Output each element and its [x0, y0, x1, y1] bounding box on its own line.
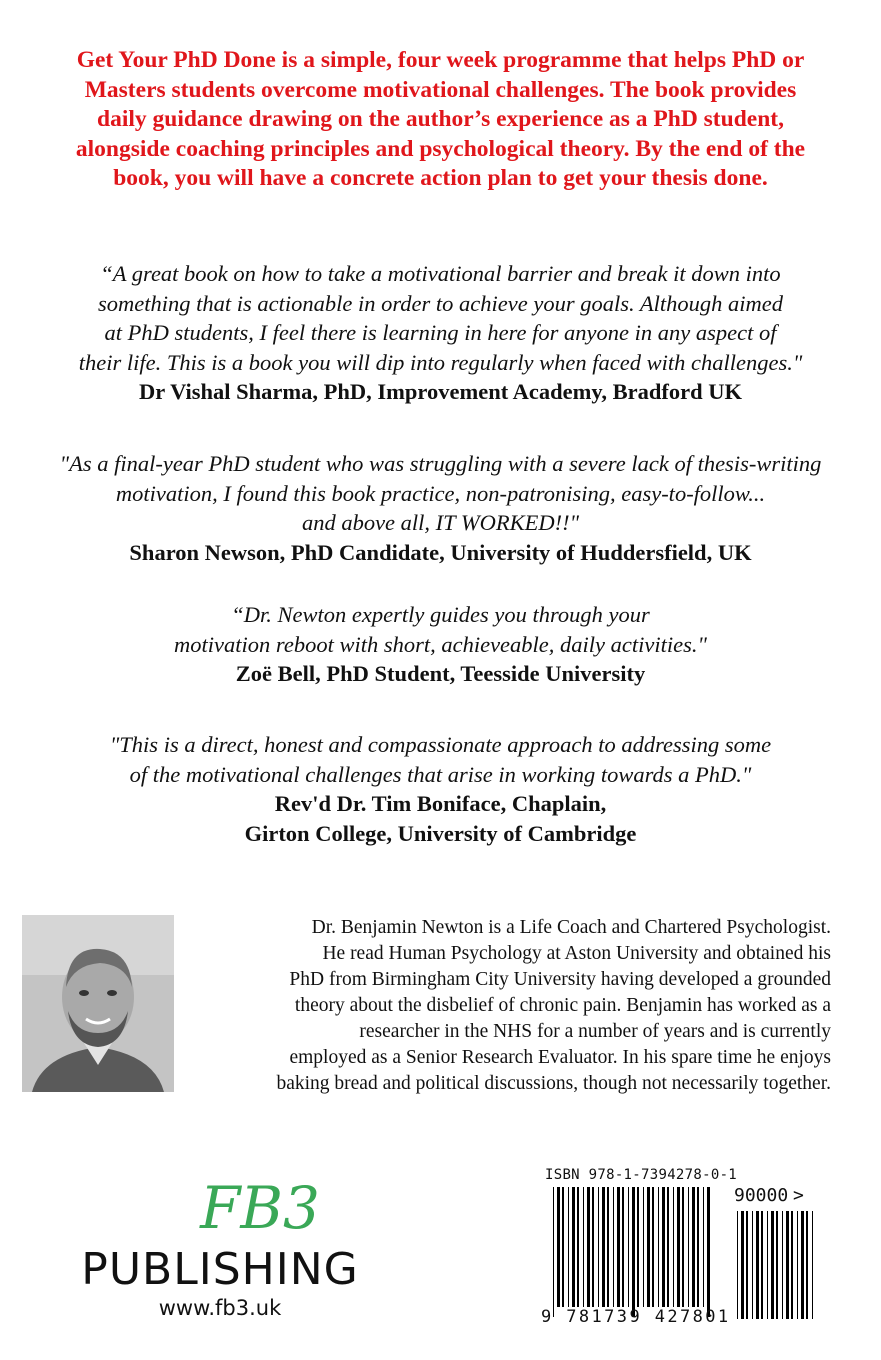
barcode-bar [647, 1187, 650, 1307]
barcode-bar [662, 1187, 665, 1307]
blurb-line: Get Your PhD Done is a simple, four week programme that helps PhD or [76, 47, 805, 73]
barcode-bar [786, 1211, 789, 1319]
bio-line: PhD from Birmingham City University having developed a grounded [289, 969, 831, 990]
author-photo [22, 915, 174, 1092]
publisher-logo [60, 1174, 380, 1328]
testimonial-boniface [10, 730, 871, 848]
barcode-bar [607, 1187, 609, 1307]
blurb-line: daily guidance drawing on the author’s experience as a PhD student, [97, 106, 784, 132]
barcode-bar [771, 1211, 774, 1319]
barcode-bar [697, 1187, 699, 1307]
barcode-bar [673, 1187, 674, 1307]
testimonial-bell [10, 600, 871, 689]
barcode-bar [797, 1211, 798, 1319]
barcode-bar [568, 1187, 569, 1307]
quote-line: and above all, IT WORKED!!" [301, 510, 580, 535]
barcode-bar [602, 1187, 605, 1307]
barcode-bar [667, 1187, 669, 1307]
barcode-digits: 9 781739 427801 [541, 1307, 731, 1327]
barcode-bar [617, 1187, 620, 1307]
barcode-bar [592, 1187, 594, 1307]
barcode-bar [767, 1211, 768, 1319]
quote-attribution: Rev'd Dr. Tim Boniface, Chaplain, [274, 791, 607, 816]
quote-line: “Dr. Newton expertly guides you through your [231, 602, 650, 627]
fb3-logo-mark: FB3 [200, 1174, 320, 1242]
isbn-label: ISBN 978-1-7394278-0-1 [545, 1167, 738, 1183]
barcode-bar [703, 1187, 704, 1307]
bio-line: baking bread and political discussions, though not necessarily together. [276, 1073, 831, 1094]
barcode-bar [598, 1187, 599, 1307]
barcode-bar [677, 1187, 680, 1307]
barcode-bar [801, 1211, 804, 1319]
barcode-bar [746, 1211, 748, 1319]
price-code: 90000 [734, 1185, 789, 1206]
barcode-bar [806, 1211, 808, 1319]
quote-attribution: Dr Vishal Sharma, PhD, Improvement Academy, Bradford UK [139, 379, 742, 404]
blurb-line: Masters students overcome motivational challenges. The book provides [84, 76, 797, 103]
barcode-bar [752, 1211, 753, 1319]
barcode-bar [637, 1187, 639, 1307]
barcode-bar [737, 1211, 738, 1319]
barcode-bar [632, 1187, 635, 1317]
publisher-name: PUBLISHING [81, 1244, 359, 1295]
publisher-website: www.fb3.uk [158, 1296, 282, 1320]
bio-line: Dr. Benjamin Newton is a Life Coach and Chartered Psychologist. [311, 917, 831, 938]
bio-line: theory about the disbelief of chronic pain. Benjamin has worked as a [294, 995, 831, 1016]
quote-line: of the motivational challenges that arise in working towards a PhD." [129, 761, 752, 787]
quote-line: at PhD students, I feel there is learning in here for anyone in any aspect of [104, 320, 777, 345]
quote-attribution: Zoë Bell, PhD Student, Teesside University [235, 661, 646, 686]
barcode-bar [682, 1187, 684, 1307]
quote-line: "This is a direct, honest and compassionate approach to addressing some [109, 732, 772, 757]
barcode-bar [707, 1187, 710, 1317]
barcode-bar [761, 1211, 763, 1319]
barcode-bar [756, 1211, 759, 1319]
barcode-bar [583, 1187, 584, 1307]
quote-line: their life. This is a book you will dip into regularly when faced with challenges." [78, 349, 803, 375]
testimonial-newson [10, 449, 871, 567]
barcode-bar [613, 1187, 614, 1307]
barcode-bar [812, 1211, 813, 1319]
barcode-bar [658, 1187, 659, 1307]
barcode-bar [572, 1187, 575, 1307]
quote-attribution: Girton College, University of Cambridge [244, 820, 637, 846]
quote-line: “A great book on how to take a motivational barrier and break it down into [100, 261, 781, 286]
quote-attribution: Sharon Newson, PhD Candidate, University of Huddersfield, UK [129, 539, 752, 565]
bio-line: employed as a Senior Research Evaluator. In his spare time he enjoys [289, 1047, 831, 1068]
barcode-bar [782, 1211, 783, 1319]
blurb-line: alongside coaching principles and psychological theory. By the end of the [75, 135, 806, 162]
barcode-bar [652, 1187, 654, 1307]
testimonial-sharma [10, 259, 871, 407]
author-portrait-icon [22, 915, 174, 1092]
barcode-bar [692, 1187, 695, 1307]
isbn-barcode [537, 1163, 837, 1338]
quote-line: something that is actionable in order to achieve your goals. Although aimed [98, 290, 783, 316]
barcode-bar [553, 1187, 554, 1317]
blurb-line: book, you will have a concrete action plan to get your thesis done. [113, 165, 768, 191]
barcode-bar [628, 1187, 629, 1307]
back-cover-blurb [10, 46, 871, 194]
barcode-bar [741, 1211, 744, 1319]
barcode-bar [587, 1187, 590, 1307]
barcode-bar [776, 1211, 778, 1319]
bio-line: He read Human Psychology at Aston University and obtained his [322, 943, 831, 964]
quote-line: "As a final-year PhD student who was struggling with a severe lack of thesis-writing [59, 451, 822, 476]
author-bio [198, 915, 831, 1097]
chevron-right-icon: > [793, 1185, 804, 1206]
barcode-bar [557, 1187, 560, 1307]
barcode-bar [643, 1187, 644, 1307]
barcode-bar [622, 1187, 624, 1307]
quote-line: motivation, I found this book practice, non-patronising, easy-to-follow... [115, 480, 766, 506]
bio-line: researcher in the NHS for a number of years and is currently [359, 1021, 831, 1042]
quote-line: motivation reboot with short, achieveable, daily activities." [174, 631, 707, 657]
barcode-bar [562, 1187, 564, 1307]
barcode-bar [688, 1187, 689, 1307]
barcode-bar [577, 1187, 579, 1307]
barcode-bar [791, 1211, 793, 1319]
